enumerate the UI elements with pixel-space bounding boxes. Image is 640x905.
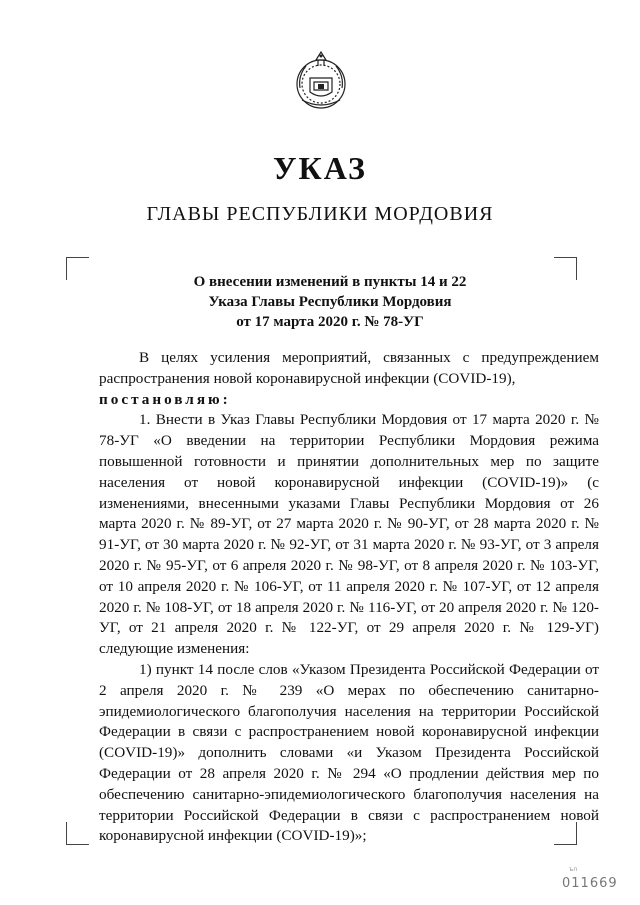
- document-title: УКАЗ: [273, 150, 367, 186]
- corner-bracket-top-left: [66, 257, 89, 280]
- document-subtitle: ГЛАВЫ РЕСПУБЛИКИ МОРДОВИЯ: [146, 203, 494, 225]
- decree-body: [99, 348, 599, 847]
- heading-line: Указа Главы Республики Мордовия: [208, 294, 452, 310]
- item-1-paragraph: 1. Внести в Указ Главы Республики Мордовия от 17 марта 2020 г. № 78-УГ «О введении на территории Республики Мордовия режима повышенной готовности и принятии дополнительных мер по защите населения от новой коронавирусной инфекции (COVID-19)» (с изменениями, внесенными указами Главы Республики Мордовия от 26 марта 2020 г. № 89-УГ, от 27 марта 2020 г. № 90-УГ, от 28 марта 2020 г. № 91-УГ, от 30 марта 2020 г. № 92-УГ, от 31 марта 2020 г. № 93-УГ, от 3 апреля 2020 г. № 95-УГ, от 6 апреля 2020 г. № 98-УГ, от 8 апреля 2020 г. № 103-УГ, от 10 апреля 2020 г. № 106-УГ, от 11 апреля 2020 г. № 107-УГ, от 12 апреля 2020 г. № 108-УГ, от 18 апреля 2020 г. № 116-УГ, от 20 апреля 2020 г. № 120-УГ, от 21 апреля 2020 г. № 122-УГ, от 29 апреля 2020 г. № 129-УГ) следующие изменения:: [99, 411, 599, 658]
- decree-heading: [100, 272, 560, 332]
- heading-line: от 17 марта 2020 г. № 78-УГ: [236, 314, 424, 330]
- serial-number: 011669: [562, 876, 618, 891]
- subitem-1-paragraph: 1) пункт 14 после слов «Указом Президента Российской Федерации от 2 апреля 2020 г. № 239 «О мерах по обеспечению санитарно-эпидемиологического благополучия населения на территории Российской Федерации в связи с распространением новой коронавирусной инфекции (COVID-19)» дополнить словами «и Указом Президента Российской Федерации от 28 апреля 2020 г. № 294 «О продлении действия мер по обеспечению санитарно-эпидемиологического благополучия населения на территории Российской Федерации в связи с распространением новой коронавирусной инфекции (COVID-19)»;: [99, 660, 599, 845]
- stamp-mark: ъл: [569, 866, 578, 873]
- resolve-word: постановляю:: [99, 390, 231, 408]
- preamble-paragraph: В целях усиления мероприятий, связанных с предупреждением распространения новой коронавирусной инфекции (COVID-19),: [99, 349, 599, 387]
- heading-line: О внесении изменений в пункты 14 и 22: [193, 274, 467, 290]
- corner-bracket-bottom-left: [66, 822, 89, 845]
- coat-of-arms-icon: [288, 48, 354, 114]
